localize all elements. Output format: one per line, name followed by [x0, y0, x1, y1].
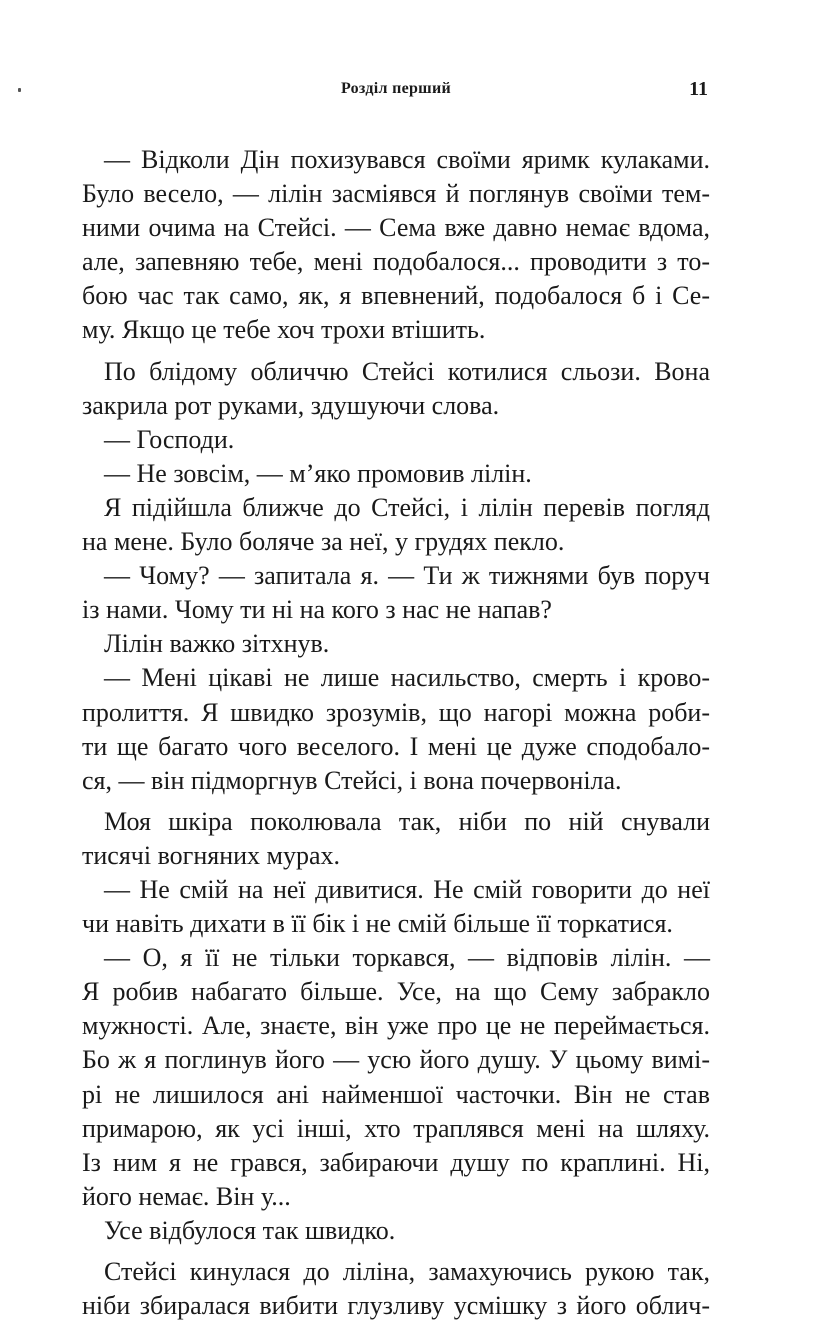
page-header — [82, 80, 710, 104]
text-line: із нами. Чому ти ні на кого з нас не напав? — [82, 595, 552, 625]
text-line: Я робив набагато більше. Усе, на що Сему забракло — [82, 977, 710, 1007]
running-head: Розділ перший — [340, 80, 452, 97]
text-line: ніби збиралася вибити глузливу усмішку з його облич- — [82, 1291, 710, 1321]
text-line: мужності. Але, знаєте, він уже про це не переймається. — [82, 1011, 710, 1041]
page-number: 11 — [689, 78, 708, 100]
text-line: — Чому? — запитала я. — Ти ж тижнями був поруч — [104, 561, 710, 591]
text-line: рі не лишилося ані найменшої часточки. Він не став — [82, 1079, 710, 1109]
text-line: ними очима на Стейсі. — Сема вже давно немає вдома, — [82, 213, 710, 243]
text-line: Із ним я не грався, забираючи душу по краплині. Ні, — [82, 1147, 710, 1177]
body-text — [82, 143, 710, 1323]
text-line: тисячі вогняних мурах. — [82, 840, 341, 870]
text-line: ти ще багато чого веселого. І мені це дуже сподобало- — [82, 731, 710, 761]
text-line: бою час так само, як, я впевнений, подобалося б і Се- — [82, 281, 710, 311]
text-line: — Господи. — [104, 424, 235, 454]
text-line: Стейсі кинулася до ліліна, замахуючись рукою так, — [104, 1257, 710, 1286]
text-line: пролиття. Я швидко зрозумів, що нагорі можна роби- — [82, 697, 710, 727]
text-line: на мене. Було боляче за неї, у грудях пекло. — [82, 527, 565, 557]
text-line: Я підійшла ближче до Стейсі, і лілін перевів погляд — [104, 492, 710, 522]
text-line: закрила рот руками, здушуючи слова. — [82, 390, 500, 420]
text-line: Було весело, — лілін засміявся й поглянув своїми тем- — [82, 179, 710, 209]
text-line: му. Якщо це тебе хоч трохи втішить. — [82, 315, 486, 345]
text-line: Бо ж я поглинув його — усю його душу. У цьому вимі- — [82, 1045, 710, 1075]
text-line: його немає. Він у... — [82, 1181, 291, 1211]
scan-speck — [18, 88, 21, 92]
text-line: Моя шкіра поколювала так, ніби по ній снували — [104, 806, 710, 836]
text-line: — Не смій на неї дивитися. Не смій говорити до неї — [104, 874, 710, 904]
text-line: чи навіть дихати в її бік і не смій більше її торкатися. — [82, 909, 673, 939]
text-line: Усе відбулося так швидко. — [104, 1215, 396, 1245]
text-line: але, запевняю тебе, мені подобалося... проводити з то- — [82, 247, 710, 277]
text-line: примарою, як усі інші, хто траплявся мені на шляху. — [82, 1113, 710, 1143]
text-line: — Відколи Дін похизувався своїми яримк кулаками. — [104, 145, 710, 174]
text-line: — Не зовсім, — м’яко промовив лілін. — [104, 458, 532, 488]
text-line: Лілін важко зітхнув. — [104, 629, 330, 659]
text-line: — Мені цікаві не лише насильство, смерть і крово- — [104, 663, 710, 693]
text-line: По блідому обличчю Стейсі котилися сльози. Вона — [104, 356, 710, 386]
text-line: — О, я її не тільки торкався, — відповів лілін. — — [104, 943, 710, 973]
text-line: ся, — він підморгнув Стейсі, і вона почервоніла. — [82, 765, 622, 795]
